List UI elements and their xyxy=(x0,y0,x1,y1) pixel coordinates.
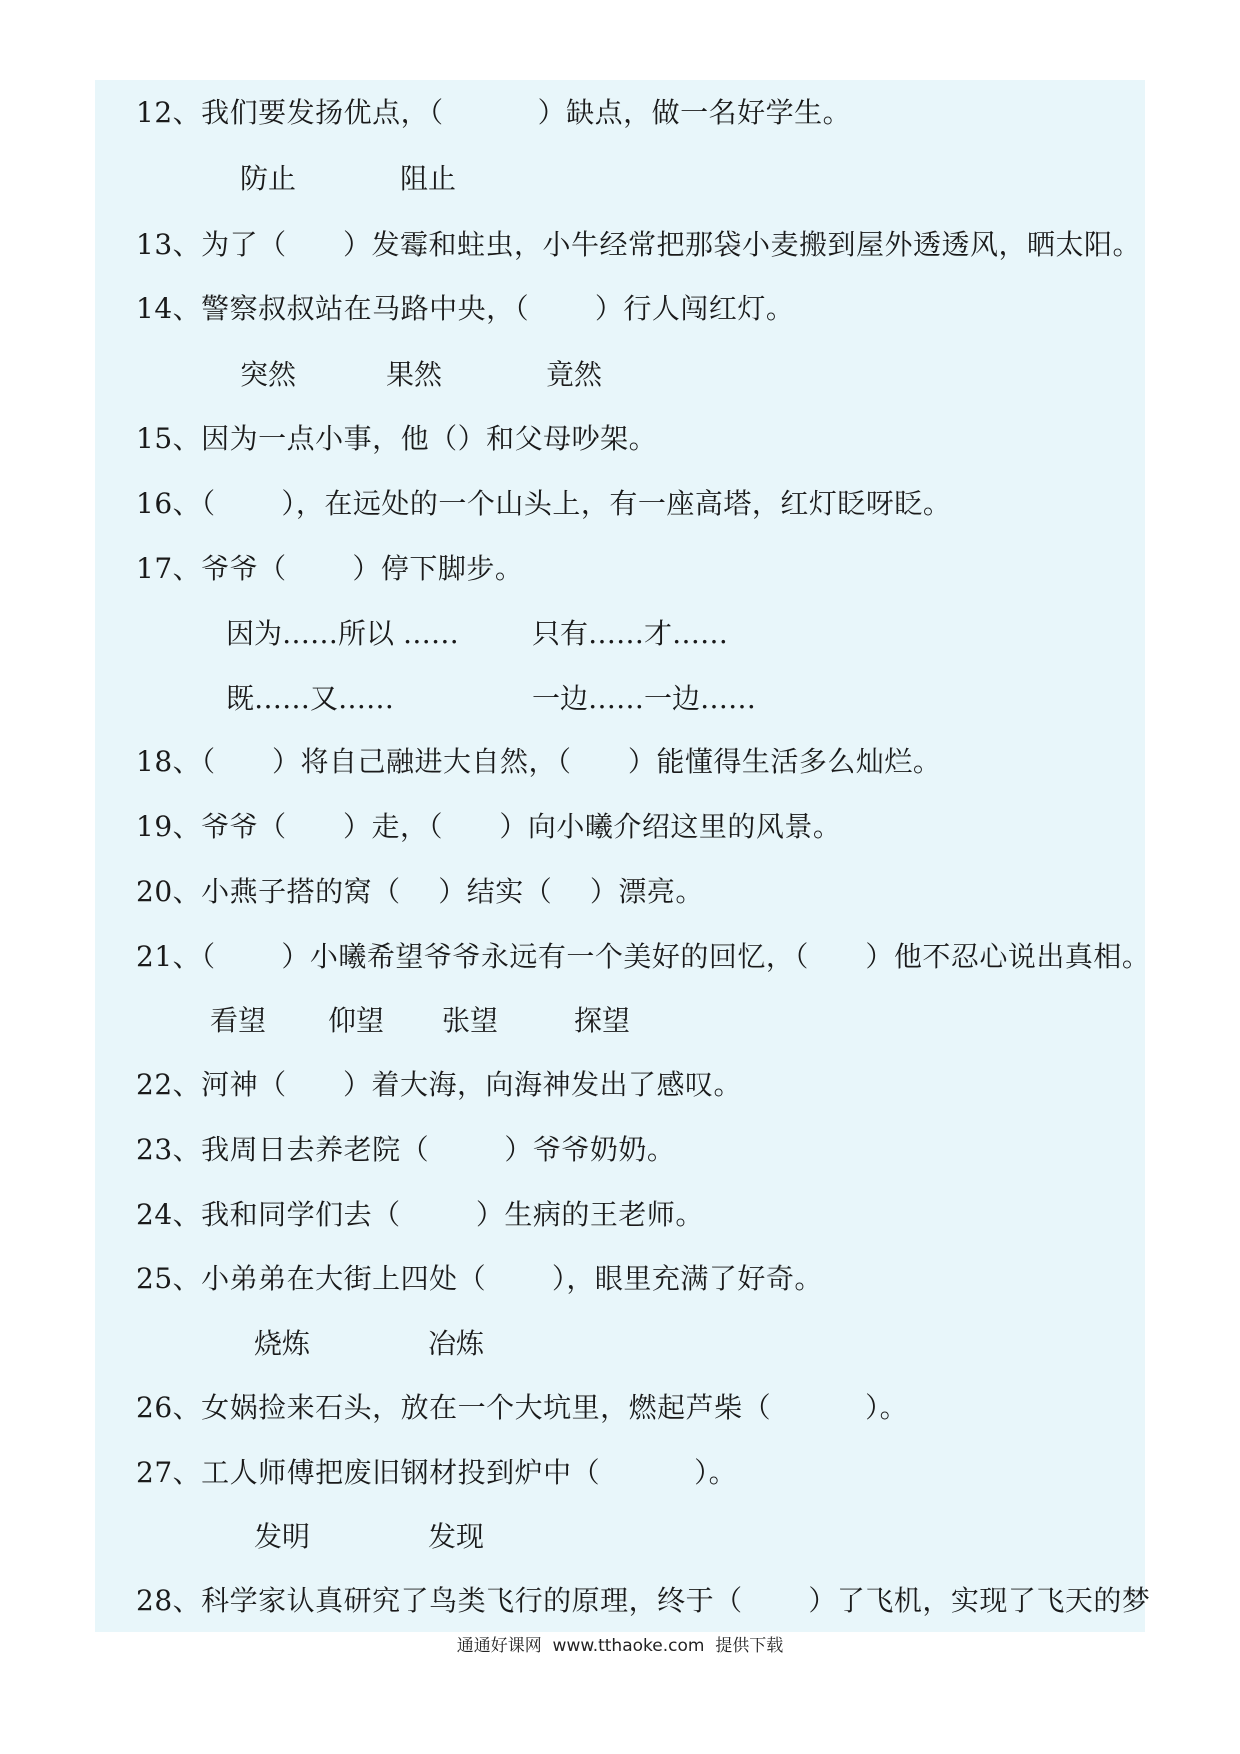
question-17: 17、爷爷（ ）停下脚步。 xyxy=(136,552,524,585)
option-word: 发现 xyxy=(428,1520,485,1553)
option-conjunction: 只有……才…… xyxy=(532,617,729,650)
option-word: 发明 xyxy=(254,1520,311,1553)
page-footer: 通通好课网 www.tthaoke.com 提供下载 xyxy=(456,1636,784,1656)
option-word: 张望 xyxy=(442,1004,499,1037)
question-21: 21、（ ）小曦希望爷爷永远有一个美好的回忆，（ ）他不忍心说出真相。 xyxy=(136,940,1151,973)
question-19: 19、爷爷（ ）走，（ ）向小曦介绍这里的风景。 xyxy=(136,810,842,843)
question-26: 26、女娲捡来石头，放在一个大坑里，燃起芦柴（ ）。 xyxy=(136,1391,909,1424)
option-word: 果然 xyxy=(386,358,443,391)
question-13: 13、为了（ ）发霉和蛀虫，小牛经常把那袋小麦搬到屋外透透风，晒太阳。 xyxy=(136,228,1142,261)
option-word: 突然 xyxy=(240,358,297,391)
question-18: 18、（ ）将自己融进大自然，（ ）能懂得生活多么灿烂。 xyxy=(136,745,942,778)
option-word: 阻止 xyxy=(400,162,457,195)
option-word: 竟然 xyxy=(546,358,603,391)
option-word: 探望 xyxy=(574,1004,631,1037)
question-14: 14、警察叔叔站在马路中央，（ ）行人闯红灯。 xyxy=(136,292,795,325)
question-15: 15、因为一点小事，他（）和父母吵架。 xyxy=(136,422,658,455)
option-word: 冶炼 xyxy=(428,1327,485,1360)
option-conjunction: 因为……所以 …… xyxy=(226,617,459,650)
question-25: 25、小弟弟在大街上四处（ ），眼里充满了好奇。 xyxy=(136,1262,823,1295)
question-24: 24、我和同学们去（ ）生病的王老师。 xyxy=(136,1198,704,1231)
question-20: 20、小燕子搭的窝（ ）结实（ ）漂亮。 xyxy=(136,875,704,908)
option-conjunction: 既……又…… xyxy=(226,682,395,715)
option-word: 仰望 xyxy=(328,1004,385,1037)
option-word: 烧炼 xyxy=(254,1327,311,1360)
question-22: 22、河神（ ）着大海，向海神发出了感叹。 xyxy=(136,1068,743,1101)
option-word: 看望 xyxy=(210,1004,267,1037)
option-word: 防止 xyxy=(240,162,297,195)
question-27: 27、工人师傅把废旧钢材投到炉中（ ）。 xyxy=(136,1456,738,1489)
question-23: 23、我周日去养老院（ ）爷爷奶奶。 xyxy=(136,1133,676,1166)
option-conjunction: 一边……一边…… xyxy=(532,682,757,715)
question-28: 28、科学家认真研究了鸟类飞行的原理，终于（ ）了飞机，实现了飞天的梦 xyxy=(136,1584,1151,1617)
question-16: 16、（ ），在远处的一个山头上，有一座高塔，红灯眨呀眨。 xyxy=(136,487,952,520)
question-12: 12、我们要发扬优点，（ ）缺点，做一名好学生。 xyxy=(136,96,852,129)
